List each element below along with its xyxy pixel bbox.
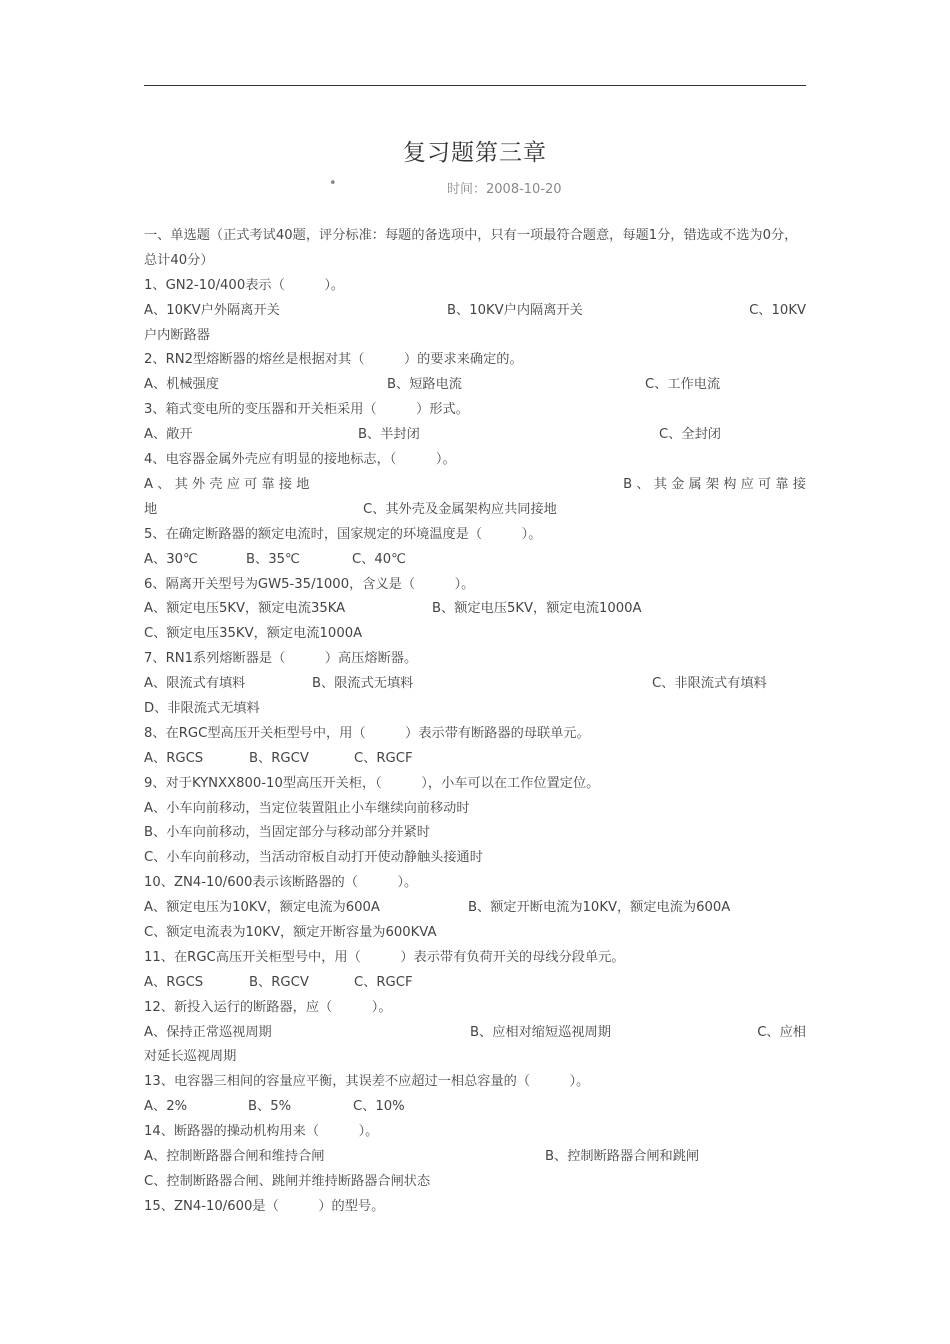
option-c: C、10KV (749, 302, 806, 318)
question-6-options (144, 597, 806, 622)
question-8-stem: 8、在RGC型高压开关柜型号中，用（ ）表示带有断路器的母联单元。 (144, 725, 590, 741)
question-14-stem: 14、断路器的操动机构用来（ ）。 (144, 1124, 379, 1140)
option-a: A、RGCS (144, 750, 204, 766)
question-4-stem: 4、电容器金属外壳应有明显的接地标志，（ ）。 (144, 452, 456, 468)
option-a: A、RGCS (144, 974, 204, 990)
option-d: D、非限流式无填料 (144, 700, 260, 716)
section-intro: 一、单选题（正式考试40题，评分标准：每题的备选项中，只有一项最符合题意，每题1分，错选或不选为0分，总计40分） (144, 228, 798, 268)
option-c-continued: 户内断路器 (144, 327, 210, 343)
option-a: A、小车向前移动，当定位装置阻止小车继续向前移动时 (144, 800, 470, 816)
question-8-options (144, 747, 806, 772)
option-b: B、RGCV (249, 750, 309, 766)
option-b: B、RGCV (249, 974, 309, 990)
question-15-stem: 15、ZN4-10/600是（ ）的型号。 (144, 1198, 385, 1214)
question-1-stem: 1、GN2-10/400表示（ ）。 (144, 277, 345, 293)
option-b: B、小车向前移动，当固定部分与移动部分并紧时 (144, 825, 430, 841)
option-a: A、额定电压为10KV，额定电流为600A (144, 900, 380, 916)
option-a: A、限流式有填料 (144, 676, 246, 692)
option-b: B、5% (248, 1099, 292, 1115)
question-12-stem: 12、新投入运行的断路器，应（ ）。 (144, 999, 392, 1015)
option-a: A、10KV户外隔离开关 (144, 302, 280, 318)
header-rule (144, 85, 806, 86)
option-a: A 、 其 外 壳 应 可 靠 接 地 (144, 476, 310, 492)
question-5-options (144, 548, 806, 573)
page-title: 复习题第三章 (403, 140, 547, 166)
question-12-options (144, 1021, 806, 1046)
question-11-stem: 11、在RGC高压开关柜型号中，用（ ）表示带有负荷开关的母线分段单元。 (144, 949, 625, 965)
publish-date: 时间：2008-10-20 (447, 182, 562, 197)
option-a: A、机械强度 (144, 377, 219, 393)
option-c: C、40℃ (352, 551, 406, 567)
option-b: B 、 其 金 属 架 构 应 可 靠 接 (623, 476, 806, 492)
option-c: C、非限流式有填料 (652, 676, 767, 692)
question-1-options (144, 299, 806, 324)
option-c: C、全封闭 (659, 427, 721, 443)
option-b: B、限流式无填料 (312, 676, 414, 692)
option-a: A、敞开 (144, 427, 193, 443)
question-3-stem: 3、箱式变电所的变压器和开关柜采用（ ）形式。 (144, 402, 469, 418)
option-b: B、应相对缩短巡视周期 (470, 1024, 611, 1040)
option-b: B、额定电压5KV，额定电流1000A (432, 601, 642, 617)
option-c: C、小车向前移动，当活动帘板自动打开使动静触头接通时 (144, 850, 483, 866)
option-a: A、保持正常巡视周期 (144, 1024, 272, 1040)
option-b: B、控制断路器合闸和跳闸 (545, 1148, 700, 1164)
question-7-options (144, 672, 806, 697)
option-a: A、额定电压5KV，额定电流35KA (144, 601, 346, 617)
question-list (144, 224, 806, 1220)
option-b: B、半封闭 (358, 427, 420, 443)
question-7-stem: 7、RN1系列熔断器是（ ）高压熔断器。 (144, 651, 418, 667)
question-4-options (144, 473, 806, 498)
option-c: C、其外壳及金属架构应共同接地 (363, 501, 557, 517)
question-2-stem: 2、RN2型熔断器的熔丝是根据对其（ ）的要求来确定的。 (144, 352, 523, 368)
question-13-stem: 13、电容器三相间的容量应平衡，其误差不应超过一相总容量的（ ）。 (144, 1074, 590, 1090)
option-c: C、RGCF (354, 750, 413, 766)
question-9-stem: 9、对于KYNXX800-10型高压开关柜，（ ），小车可以在工作位置定位。 (144, 775, 600, 791)
question-6-stem: 6、隔离开关型号为GW5-35/1000，含义是（ ）。 (144, 576, 475, 592)
option-a: A、30℃ (144, 551, 198, 567)
question-14-options (144, 1145, 806, 1170)
option-c: C、应相 (757, 1024, 806, 1040)
option-a: A、2% (144, 1099, 188, 1115)
option-c: C、RGCF (354, 974, 413, 990)
option-c: C、额定电压35KV，额定电流1000A (144, 626, 363, 642)
bullet-dot: • (329, 176, 337, 191)
question-5-stem: 5、在确定断路器的额定电流时，国家规定的环境温度是（ ）。 (144, 526, 542, 542)
question-3-options (144, 423, 806, 448)
option-c: C、控制断路器合闸、跳闸并维持断路器合闸状态 (144, 1173, 431, 1189)
option-c: C、额定电流表为10KV，额定开断容量为600KVA (144, 924, 437, 940)
question-2-options (144, 373, 806, 398)
option-c: C、工作电流 (645, 377, 721, 393)
option-b: B、10KV户内隔离开关 (447, 302, 583, 318)
option-b: B、短路电流 (387, 377, 462, 393)
question-11-options (144, 971, 806, 996)
question-10-options (144, 896, 806, 921)
option-b: B、额定开断电流为10KV，额定电流为600A (468, 900, 731, 916)
question-10-stem: 10、ZN4-10/600表示该断路器的（ ）。 (144, 875, 418, 891)
question-4-options-continued (144, 498, 806, 523)
option-c: C、10% (353, 1099, 405, 1115)
option-b-continued: 地 (144, 501, 158, 517)
option-b: B、35℃ (246, 551, 300, 567)
option-a: A、控制断路器合闸和维持合闸 (144, 1148, 325, 1164)
option-c-continued: 对延长巡视周期 (144, 1049, 237, 1065)
question-13-options (144, 1095, 806, 1120)
